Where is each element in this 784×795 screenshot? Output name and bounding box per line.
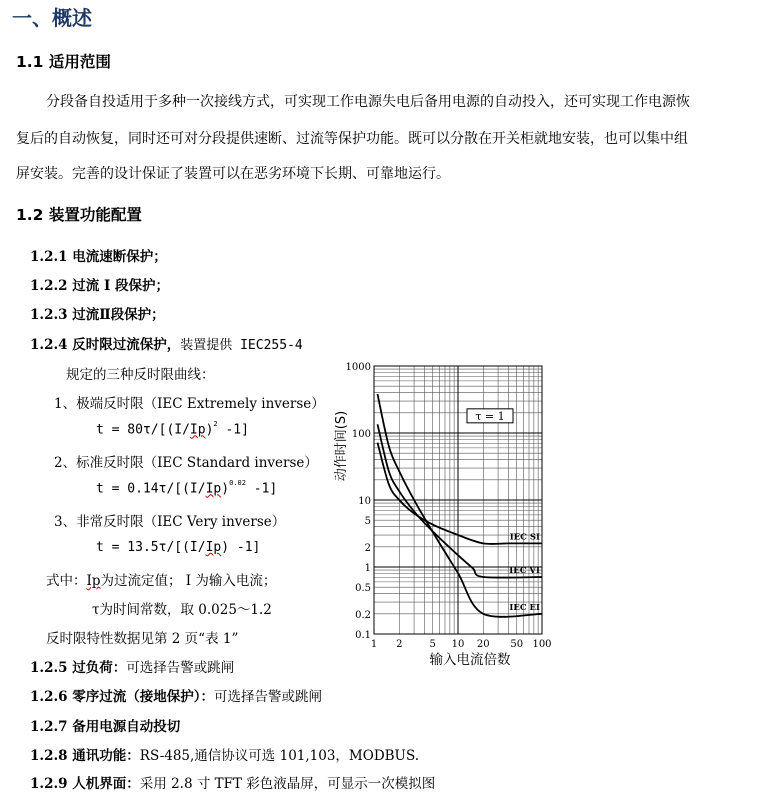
series-line bbox=[378, 394, 543, 617]
subsection-title-scope: 1.1 适用范围 bbox=[16, 53, 111, 71]
y-tick-label: 5 bbox=[364, 516, 371, 528]
x-tick-label: 50 bbox=[510, 639, 524, 650]
formula-ip: Ip bbox=[205, 540, 222, 555]
item-1-2-6 bbox=[30, 685, 322, 705]
section-heading: 一、概述 bbox=[12, 6, 92, 30]
item-text: RS-485,通信协议可选 101,103，MODBUS. bbox=[139, 748, 419, 764]
y-tick-label: 10 bbox=[358, 496, 371, 507]
tau-annotation-text: τ = 1 bbox=[475, 409, 505, 423]
curve-1-formula bbox=[96, 422, 249, 437]
series-lines bbox=[378, 394, 543, 617]
x-tick-label: 10 bbox=[451, 639, 465, 650]
where-prefix: 式中： bbox=[46, 573, 87, 589]
formula-part: t = 80τ/[(I/ bbox=[96, 422, 190, 438]
formula-paren: ) bbox=[221, 481, 230, 497]
series-line bbox=[378, 443, 543, 544]
item-number: 1.2.9 人机界面： bbox=[30, 776, 140, 792]
x-tick-label: 100 bbox=[532, 639, 552, 650]
formula-part: -1] bbox=[217, 422, 249, 438]
subsection-title-functions: 1.2 装置功能配置 bbox=[16, 206, 142, 224]
item-1-2-8 bbox=[30, 744, 419, 764]
item-1-2-7 bbox=[30, 715, 180, 735]
item-text: 装置提供 IEC255-4 bbox=[180, 338, 303, 353]
inverse-time-chart bbox=[332, 356, 562, 674]
y-axis-label: 动作时间(S) bbox=[334, 410, 349, 482]
item-1-2-2 bbox=[30, 274, 169, 294]
curve-3-label: 3、非常反时限（IEC Very inverse） bbox=[54, 514, 286, 530]
formula-part: -1] bbox=[245, 481, 278, 497]
y-tick-label: 100 bbox=[351, 429, 371, 440]
where-rest: 为过流定值； I 为输入电流； bbox=[100, 573, 277, 589]
series-labels bbox=[509, 532, 540, 612]
table-reference: 反时限特性数据见第 2 页“表 1” bbox=[46, 631, 239, 647]
item-1-2-1 bbox=[30, 245, 167, 265]
series-label: IEC VI bbox=[509, 565, 540, 576]
x-tick-label: 2 bbox=[396, 639, 403, 650]
item-1-2-4 bbox=[30, 333, 303, 353]
item-number: 1.2.3 过流Ⅱ段保护； bbox=[30, 307, 165, 323]
curve-1-label: 1、极端反时限（IEC Extremely inverse） bbox=[54, 396, 325, 412]
formula-part: t = 0.14τ/[(I/ bbox=[96, 481, 206, 497]
where-ip: Ip bbox=[86, 573, 101, 589]
where-line bbox=[46, 569, 276, 589]
tau-line: τ为时间常数，取 0.025～1.2 bbox=[92, 602, 272, 618]
curve-2-label: 2、标准反时限（IEC Standard inverse） bbox=[54, 455, 318, 471]
formula-paren: ) bbox=[205, 422, 214, 438]
y-tick-label: 1000 bbox=[345, 362, 371, 373]
x-tick-label: 5 bbox=[429, 639, 436, 650]
item-text: 采用 2.8 寸 TFT 彩色液晶屏，可显示一次模拟图 bbox=[139, 776, 436, 792]
x-tick-labels bbox=[371, 639, 552, 650]
item-number: 1.2.5 过负荷： bbox=[30, 660, 127, 676]
item-1-2-5 bbox=[30, 656, 234, 676]
scope-paragraph-line-1: 分段备自投适用于多种一次接线方式，可实现工作电源失电后备用电源的自动投入，还可实现工作电源恢 bbox=[46, 94, 690, 110]
item-number: 1.2.1 电流速断保护； bbox=[30, 249, 167, 265]
item-text: 可选择告警或跳闸 bbox=[126, 660, 235, 676]
formula-ip: Ip bbox=[189, 422, 206, 438]
formula-exponent: 2 bbox=[213, 420, 218, 428]
y-tick-label: 1 bbox=[364, 563, 371, 574]
item-text: 可选择告警或跳闸 bbox=[214, 689, 323, 705]
series-label: IEC SI bbox=[509, 532, 540, 543]
item-1-2-3 bbox=[30, 303, 165, 323]
formula-part: ) -1] bbox=[221, 540, 261, 555]
formula-part: t = 13.5τ/[(I/ bbox=[96, 540, 206, 555]
item-number: 1.2.8 通讯功能： bbox=[30, 748, 140, 764]
x-tick-label: 1 bbox=[370, 639, 378, 650]
formula-ip: Ip bbox=[205, 481, 222, 497]
formula-exponent: 0.02 bbox=[229, 479, 246, 487]
y-tick-label: 0.2 bbox=[355, 609, 371, 621]
inverse-intro: 规定的三种反时限曲线： bbox=[66, 367, 215, 383]
item-number: 1.2.4 反时限过流保护， bbox=[30, 337, 181, 353]
y-tick-label: 2 bbox=[364, 542, 371, 554]
item-number: 1.2.2 过流 I 段保护； bbox=[30, 278, 169, 294]
scope-paragraph-line-3: 屏安装。完善的设计保证了装置可以在恶劣环境下长期、可靠地运行。 bbox=[16, 166, 450, 182]
series-label: IEC EI bbox=[509, 602, 540, 613]
curve-2-formula bbox=[96, 481, 277, 496]
x-tick-label: 20 bbox=[476, 639, 490, 650]
scope-paragraph-line-2: 复后的自动恢复，同时还可对分段提供速断、过流等保护功能。既可以分散在开关柜就地安装，也可以集中组 bbox=[16, 131, 688, 147]
item-number: 1.2.7 备用电源自动投切 bbox=[30, 719, 181, 735]
tau-annotation bbox=[467, 409, 513, 423]
item-number: 1.2.6 零序过流（接地保护）： bbox=[30, 689, 215, 705]
y-tick-label: 0.1 bbox=[355, 630, 371, 641]
series-line bbox=[378, 424, 543, 577]
curve-3-formula bbox=[96, 540, 260, 555]
y-tick-labels bbox=[346, 362, 371, 641]
item-1-2-9 bbox=[30, 772, 435, 792]
x-axis-label: 输入电流倍数 bbox=[429, 652, 511, 668]
y-tick-label: 0.5 bbox=[355, 583, 371, 595]
